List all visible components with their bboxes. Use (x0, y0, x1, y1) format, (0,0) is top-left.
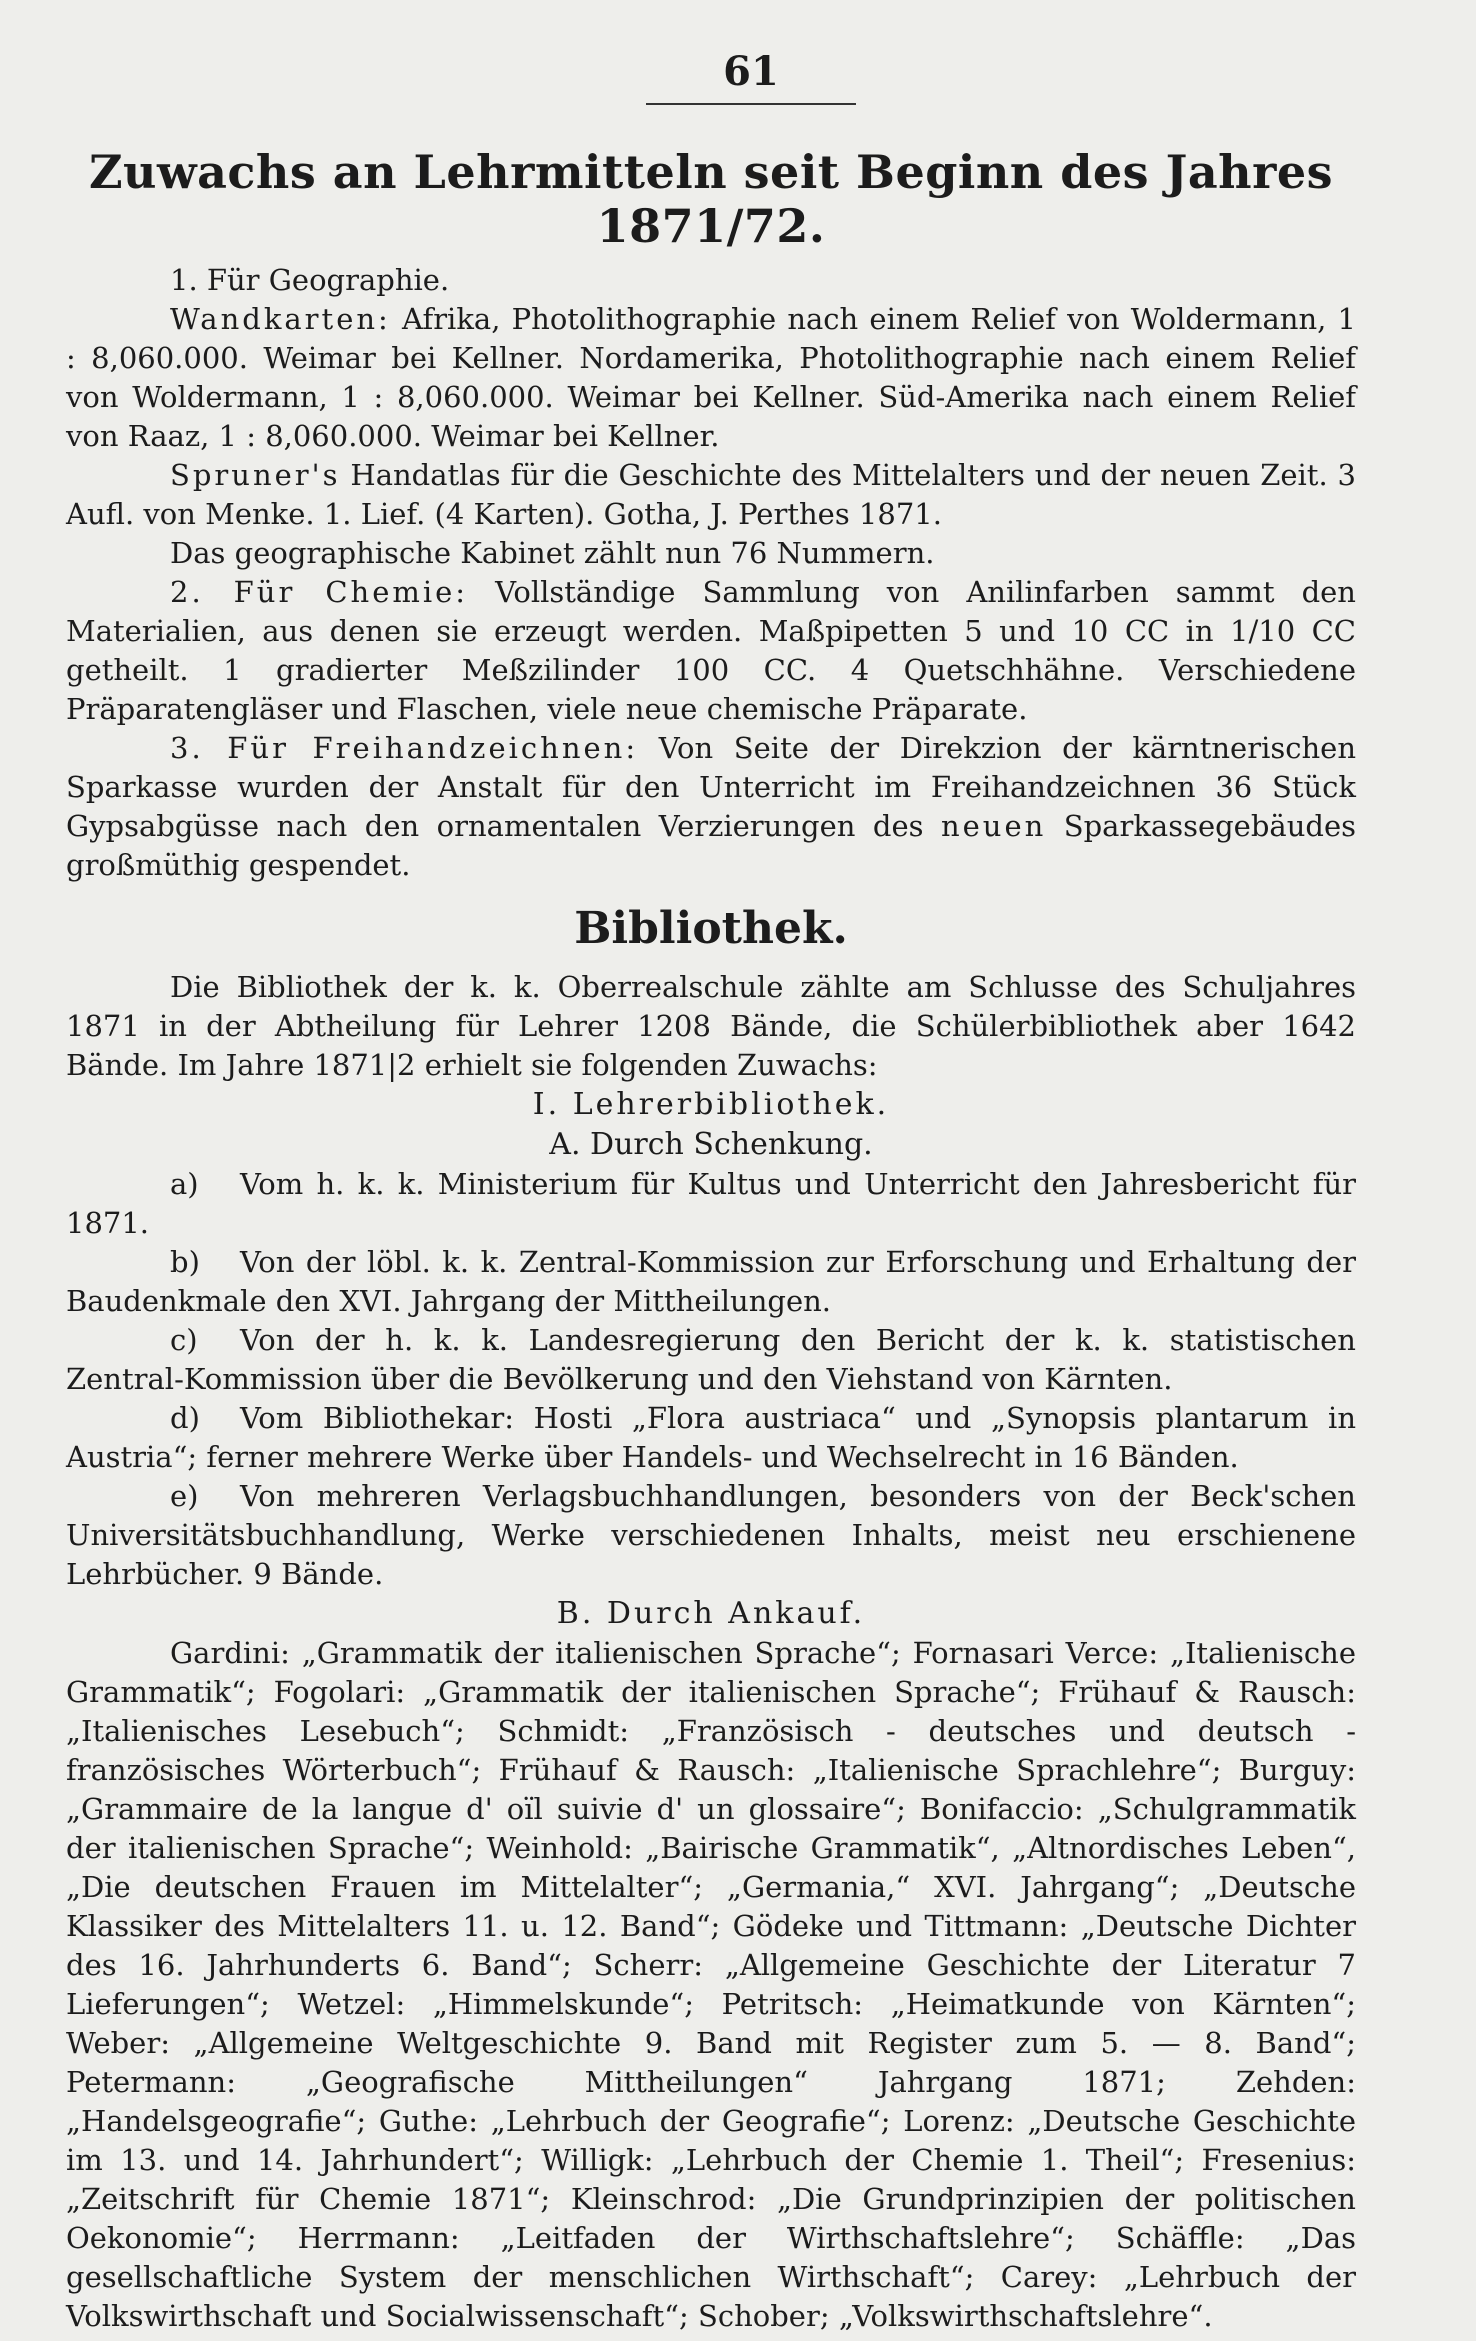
chemie-label: 2. Für Chemie: (170, 575, 469, 609)
freihand-neuen: neuen (940, 809, 1047, 843)
bibliothek-heading: Bibliothek. (574, 903, 848, 954)
item-text: Vom h. k. k. Ministerium für Kultus und Unterricht den Jahresbericht für 1871. (66, 1167, 1356, 1240)
chemie-text-b: CC getheilt. 1 gradierter Meßzilinder 100 CC. 4 Quetschhähne. Verschiedene Präparatengläser und Flaschen, viele neue chemische Präparate. (66, 614, 1356, 726)
geo-heading: 1. Für Geographie. (170, 263, 450, 297)
schenkung-heading: A. Durch Schenkung. (549, 1127, 873, 1162)
chemie-text-a: Vollständige Sammlung von Anilinfarben sammt den Materialien, aus denen sie erzeugt werden. Maßpipetten 5 und 10 CC in (66, 575, 1356, 648)
wandkarten-text: Afrika, Photolithographie nach einem Relief von Woldermann, 1 : 8,060.000. Weimar bei Kellner. Nordamerika, Photolithographie nach einem Relief von Woldermann, 1 : 8,060.000. Weimar bei Kellner. Süd-Amerika nach einem Relief von Raaz, 1 : 8,060.000. Weimar bei Kellner. (66, 302, 1356, 453)
list-item (66, 1165, 1356, 1243)
item-label: a) (170, 1167, 199, 1201)
page-content (66, 40, 1356, 2336)
spruner-text: Handatlas für die Geschichte des Mittelalters und der neuen Zeit. 3 Aufl. von Menke. 1. Lief. (4 Karten). Gotha, J. Perthes 1871. (66, 458, 1356, 531)
freihand-text-b: Sparkassegebäudes großmüthig gespendet. (66, 809, 1356, 882)
header-rule (646, 103, 856, 105)
ankauf-text: Gardini: „Grammatik der italienischen Sprache“; Fornasari Verce: „Italienische Grammatik“; Fogolari: „Grammatik der italienischen Sprache“; Frühauf & Rausch: „Italienisches Lesebuch“; Schmidt: „Französisch - deutsches und deutsch - französisches Wörterbuch“; Frühauf & Rausch: „Italienische Sprachlehre“; Burguy: „Grammaire de la langue d' oïl suivie d' un glossaire“; Bonifaccio: „Schulgrammatik der italienischen Sprache“; Weinhold: „Bairische Grammatik“, „Altnordisches Leben“, „Die deutschen Frauen im Mittelalter“; „Germania,“ XVI. Jahrgang“; „Deutsche Klassiker des Mittelalters 11. u. 12. Band“; Gödeke und Tittmann: „Deutsche Dichter des 16. Jahrhunderts 6. Band“; Scherr: „Allgemeine Geschichte der Literatur 7 Lieferungen“; Wetzel: „Himmelskunde“; Petritsch: „Heimatkunde von Kärnten“; Weber: „Allgemeine Weltgeschichte 9. Band mit Register zum 5. — 8. Band“; Petermann: „Geografische Mittheilungen“ Jahrgang 1871; Zehden: „Handelsgeografie“; Guthe: „Lehrbuch der Geografie“; Lorenz: „Deutsche Geschichte im 13. und 14. Jahrhundert“; Willigk: „Lehrbuch der Chemie 1. Theil“; Fresenius: „Zeitschrift für Chemie 1871“; Kleinschrod: „Die Grundprinzipien der politischen Oekonomie“; Herrmann: „Leitfaden der Wirthschaftslehre“; Schäffle: „Das gesellschaftliche System der menschlichen Wirthschaft“; Carey: „Lehrbuch der Volkswirthschaft und Socialwissenschaft“; Schober; „Volkswirthschaftslehre“. (66, 1636, 1356, 2333)
lehrer-heading: I. Lehrerbibliothek. (532, 1087, 890, 1122)
list-item (66, 1477, 1356, 1594)
bibliothek-intro: Die Bibliothek der k. k. Oberrealschule zählte am Schlusse des Schuljahres 1871 in der Abtheilung für Lehrer 1208 Bände, die Schülerbibliothek aber 1642 Bände. Im Jahre 1871|2 erhielt sie folgenden Zuwachs: (66, 970, 1356, 1082)
geo-wandkarten (66, 300, 1356, 456)
spruner-label: Spruner's (170, 458, 341, 492)
item-text: Von der löbl. k. k. Zentral-Kommission zur Erforschung und Erhaltung der Baudenkmale den XVI. Jahrgang der Mittheilungen. (66, 1245, 1356, 1318)
item-label: d) (170, 1401, 200, 1435)
freihand-paragraph (66, 729, 1356, 885)
item-text: Von mehreren Verlagsbuchhandlungen, besonders von der Beck'schen Universitätsbuchhandlung, Werke verschiedenen Inhalts, meist neu erschienene Lehrbücher. 9 Bände. (66, 1479, 1356, 1591)
chemie-fraction: 1/10 (1230, 614, 1296, 648)
list-item (66, 1399, 1356, 1477)
freihand-label: 3. Für Freihandzeichnen: (170, 731, 639, 765)
list-item (66, 1243, 1356, 1321)
item-label: c) (170, 1323, 198, 1357)
item-text: Vom Bibliothekar: Hosti „Flora austriaca“ und „Synopsis plantarum in Austria“; ferner mehrere Werke über Handels- und Wechselrecht in 16 Bänden. (66, 1401, 1356, 1474)
item-label: b) (170, 1245, 200, 1279)
chemie-paragraph (66, 573, 1356, 729)
wandkarten-label: Wandkarten: (170, 302, 391, 336)
page-number: 61 (723, 48, 779, 95)
schenkung-list (66, 1165, 1356, 1594)
item-text: Von der h. k. k. Landesregierung den Bericht der k. k. statistischen Zentral-Kommission über die Bevölkerung und den Viehstand von Kärnten. (66, 1323, 1356, 1396)
freihand-text-a: Von Seite der Direkzion der kärntnerischen Sparkasse wurden der Anstalt für den Unterricht im Freihandzeichnen 36 Stück Gypsabgüsse nach den ornamentalen Verzierungen des (66, 731, 1357, 843)
list-item (66, 1321, 1356, 1399)
ankauf-heading: B. Durch Ankauf. (556, 1596, 866, 1631)
geo-kabinet: Das geographische Kabinet zählt nun 76 Nummern. (170, 536, 935, 570)
geo-spruner (66, 456, 1356, 534)
item-label: e) (170, 1479, 199, 1513)
main-title: Zuwachs an Lehrmitteln seit Beginn des Jahres 1871/72. (88, 145, 1334, 253)
